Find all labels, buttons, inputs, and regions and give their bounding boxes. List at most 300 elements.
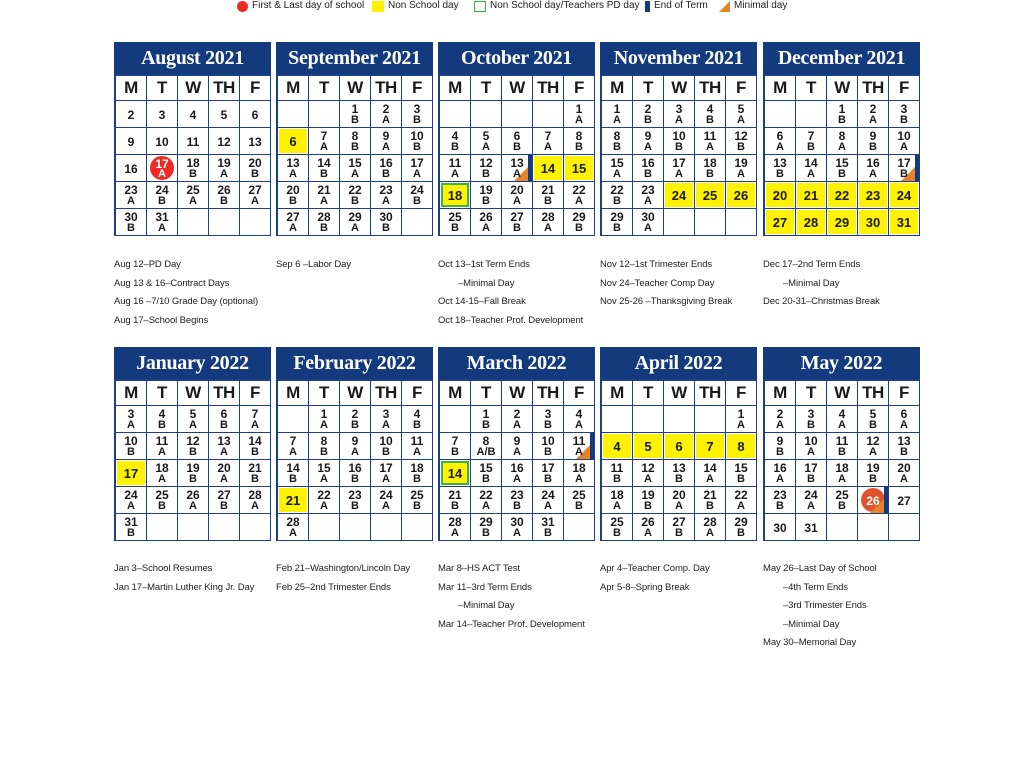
day-cell [695, 514, 726, 541]
day-rotation-letter: A [220, 473, 228, 485]
note-line: Feb 21–Washington/Lincoln Day [276, 563, 411, 574]
day-cell [502, 487, 533, 514]
day-cell [726, 155, 757, 182]
day-rotation-letter: B [869, 141, 877, 153]
day-rotation-letter: B [544, 446, 552, 458]
note-line: Jan 17–Martin Luther King Jr. Day [114, 581, 255, 593]
month-title: February 2022 [276, 347, 433, 379]
day-number: 19 [641, 488, 655, 502]
weekday-header: F [240, 381, 271, 406]
month-grid [763, 74, 920, 236]
note-line: –Minimal Day [783, 618, 840, 630]
day-number: 15 [317, 461, 331, 475]
day-cell [278, 514, 309, 541]
day-number: 6 [900, 407, 908, 421]
weekday-header: T [796, 381, 827, 406]
day-number: 19 [479, 183, 493, 197]
day-number: 21 [703, 488, 717, 502]
day-number: 13 [510, 156, 524, 170]
day-number: 21 [448, 488, 462, 502]
day-cell [309, 128, 340, 155]
day-cell [240, 101, 271, 128]
month-title: April 2022 [600, 347, 757, 379]
day-rotation-letter: B [544, 195, 552, 207]
day-rotation-letter: B [544, 473, 552, 485]
day-cell [471, 514, 502, 541]
day-cell [633, 514, 664, 541]
day-rotation-letter: A [575, 419, 583, 431]
day-rotation-letter: A [544, 141, 552, 153]
day-rotation-letter: A [513, 419, 521, 431]
day-cell [340, 209, 371, 236]
day-number: 19 [186, 461, 200, 475]
day-cell [602, 433, 633, 460]
day-number: 13 [248, 135, 262, 149]
empty-cell [147, 514, 178, 541]
month-notes [114, 560, 254, 597]
day-rotation-letter: B [613, 527, 621, 539]
day-rotation-letter: A [838, 419, 846, 431]
day-number: 9 [869, 129, 877, 143]
day-number: 23 [348, 488, 362, 502]
day-number: 4 [575, 407, 583, 421]
day-rotation-letter: B [900, 446, 908, 458]
day-cell [533, 487, 564, 514]
day-cell [340, 182, 371, 209]
day-rotation-letter: B [869, 473, 877, 485]
weekday-header: TH [533, 76, 564, 101]
day-rotation-letter: A [158, 222, 166, 234]
day-rotation-letter: B [807, 419, 815, 431]
day-rotation-letter: B [251, 446, 259, 458]
day-cell [278, 433, 309, 460]
day-number: 21 [317, 183, 331, 197]
day-cell [564, 128, 595, 155]
day-cell [116, 460, 147, 487]
day-number: 24 [410, 183, 424, 197]
day-cell [726, 406, 757, 433]
day-rotation-letter: B [613, 141, 621, 153]
day-number: 20 [286, 183, 300, 197]
day-cell [633, 487, 664, 514]
weekday-header: M [278, 381, 309, 406]
day-rotation-letter: A [869, 168, 877, 180]
day-number: 12 [186, 434, 200, 448]
day-number: 20 [772, 188, 788, 203]
day-cell [278, 209, 309, 236]
note-line: Nov 24–Teacher Comp Day [600, 277, 715, 289]
day-rotation-letter: B [838, 168, 846, 180]
day-cell [147, 406, 178, 433]
day-number: 11 [610, 461, 624, 475]
day-cell [765, 460, 796, 487]
weekday-header: M [765, 381, 796, 406]
day-cell [765, 128, 796, 155]
day-cell [633, 433, 664, 460]
month-january-2022 [114, 347, 271, 541]
empty-cell [440, 406, 471, 433]
day-number: 23 [510, 488, 524, 502]
day-number: 18 [186, 156, 200, 170]
day-cell [564, 460, 595, 487]
empty-cell [695, 209, 726, 236]
day-rotation-letter: A [869, 446, 877, 458]
day-number: 5 [644, 439, 652, 454]
day-number: 11 [572, 434, 586, 448]
day-number: 24 [155, 183, 169, 197]
day-cell [502, 406, 533, 433]
weekday-header: TH [371, 76, 402, 101]
day-number: 3 [544, 407, 552, 421]
day-number: 15 [479, 461, 493, 475]
day-number: 24 [379, 488, 393, 502]
day-cell [796, 128, 827, 155]
day-rotation-letter: B [382, 168, 390, 180]
day-cell [827, 101, 858, 128]
day-number: 27 [248, 183, 262, 197]
day-number: 25 [835, 488, 849, 502]
day-cell [564, 487, 595, 514]
weekday-header: T [633, 381, 664, 406]
day-number: 24 [671, 188, 687, 203]
empty-cell [502, 101, 533, 128]
day-cell [178, 182, 209, 209]
weekday-header: M [116, 381, 147, 406]
day-number: 27 [772, 215, 788, 230]
day-cell [533, 406, 564, 433]
day-cell [533, 514, 564, 541]
day-rotation-letter: B [189, 168, 197, 180]
day-number: 25 [610, 515, 624, 529]
day-cell [664, 514, 695, 541]
day-cell [116, 487, 147, 514]
weekday-header: F [402, 381, 433, 406]
day-number: 3 [382, 407, 390, 421]
day-cell [178, 487, 209, 514]
day-cell [209, 433, 240, 460]
month-title: May 2022 [763, 347, 920, 379]
day-rotation-letter: A [127, 195, 135, 207]
day-cell [633, 182, 664, 209]
day-number: 31 [804, 521, 818, 535]
day-number: 31 [896, 215, 912, 230]
day-rotation-letter: A [644, 473, 652, 485]
day-rotation-letter: B [251, 473, 259, 485]
day-cell [602, 487, 633, 514]
day-cell [209, 155, 240, 182]
note-line: Aug 13 & 16–Contract Days [114, 277, 230, 289]
day-cell [858, 101, 889, 128]
day-number: 23 [865, 188, 881, 203]
day-cell [440, 487, 471, 514]
day-cell [240, 433, 271, 460]
day-rotation-letter: B [513, 222, 521, 234]
day-rotation-letter: B [838, 446, 846, 458]
legend-non-school [372, 0, 459, 12]
empty-cell [402, 209, 433, 236]
day-cell [278, 460, 309, 487]
day-cell [440, 433, 471, 460]
day-number: 17 [541, 461, 555, 475]
empty-cell [471, 101, 502, 128]
day-rotation-letter: A [575, 446, 583, 458]
day-number: 22 [834, 188, 850, 203]
day-rotation-letter: A [251, 500, 259, 512]
day-cell [827, 209, 858, 236]
day-cell [602, 460, 633, 487]
day-cell [664, 182, 695, 209]
day-number: 29 [734, 515, 748, 529]
note-line: Mar 11–3rd Term Ends [438, 581, 532, 593]
day-number: 4 [189, 108, 197, 122]
day-number: 10 [410, 129, 424, 143]
day-cell [858, 128, 889, 155]
day-number: 23 [379, 183, 393, 197]
day-rotation-letter: A [220, 446, 228, 458]
day-cell [827, 155, 858, 182]
day-cell [664, 460, 695, 487]
day-number: 29 [610, 210, 624, 224]
empty-cell [240, 514, 271, 541]
day-cell [796, 460, 827, 487]
day-rotation-letter: B [251, 168, 259, 180]
day-number: 18 [703, 156, 717, 170]
day-cell [440, 460, 471, 487]
day-cell [471, 406, 502, 433]
day-number: 31 [124, 515, 138, 529]
day-cell [695, 101, 726, 128]
day-cell [889, 101, 920, 128]
day-rotation-letter: A [776, 419, 784, 431]
day-cell [309, 433, 340, 460]
day-cell [116, 406, 147, 433]
note-line: Mar 14–Teacher Prof. Development [438, 618, 585, 630]
day-cell [116, 209, 147, 236]
day-cell [340, 155, 371, 182]
day-number: 11 [448, 156, 462, 170]
day-rotation-letter: A [382, 500, 390, 512]
green-outline-box-icon [474, 1, 486, 12]
day-number: 27 [897, 494, 911, 508]
note-line: Oct 18–Teacher Prof. Development [438, 314, 584, 326]
day-cell [889, 460, 920, 487]
day-rotation-letter: A [644, 222, 652, 234]
day-cell [278, 155, 309, 182]
empty-cell [726, 209, 757, 236]
month-title: December 2021 [763, 42, 920, 74]
day-cell [695, 182, 726, 209]
month-title: November 2021 [600, 42, 757, 74]
day-number: 15 [610, 156, 624, 170]
day-cell [147, 433, 178, 460]
empty-cell [402, 514, 433, 541]
day-rotation-letter: A [351, 446, 359, 458]
weekday-header: T [309, 381, 340, 406]
day-rotation-letter: A [289, 446, 297, 458]
day-cell [827, 433, 858, 460]
day-cell [633, 101, 664, 128]
month-november-2021 [600, 42, 757, 236]
day-number: 9 [127, 135, 135, 149]
empty-cell [240, 209, 271, 236]
red-circle-icon [237, 1, 248, 12]
day-number: 11 [186, 135, 200, 149]
day-cell [602, 514, 633, 541]
weekday-header: M [765, 76, 796, 101]
day-cell [564, 101, 595, 128]
day-rotation-letter: B [413, 500, 421, 512]
day-number: 15 [734, 461, 748, 475]
day-number: 18 [835, 461, 849, 475]
day-cell [602, 155, 633, 182]
day-rotation-letter: B [289, 473, 297, 485]
note-line: Mar 8–HS ACT Test [438, 563, 520, 574]
day-rotation-letter: A [613, 114, 621, 126]
day-cell [209, 101, 240, 128]
month-grid [600, 379, 757, 541]
day-cell [371, 487, 402, 514]
day-number: 18 [410, 461, 424, 475]
day-cell [147, 209, 178, 236]
empty-cell [633, 406, 664, 433]
empty-cell [664, 209, 695, 236]
day-rotation-letter: A [900, 141, 908, 153]
day-number: 1 [737, 407, 745, 421]
day-number: 6 [289, 134, 297, 149]
month-grid [763, 379, 920, 541]
day-cell [371, 155, 402, 182]
day-rotation-letter: A [513, 195, 521, 207]
day-rotation-letter: B [413, 473, 421, 485]
empty-cell [178, 514, 209, 541]
day-rotation-letter: A [451, 168, 459, 180]
day-rotation-letter: A [451, 527, 459, 539]
day-number: 14 [540, 161, 556, 176]
day-rotation-letter: B [737, 473, 745, 485]
month-august-2021 [114, 42, 271, 236]
day-rotation-letter: B [413, 141, 421, 153]
day-cell [796, 433, 827, 460]
day-rotation-letter: B [127, 446, 135, 458]
day-number: 27 [217, 488, 231, 502]
day-rotation-letter: A [737, 114, 745, 126]
weekday-header: W [827, 381, 858, 406]
day-number: 4 [613, 439, 621, 454]
day-cell [209, 128, 240, 155]
day-rotation-letter: A [320, 195, 328, 207]
day-rotation-letter: A [320, 473, 328, 485]
month-october-2021 [438, 42, 595, 236]
day-rotation-letter: A [382, 419, 390, 431]
month-grid [276, 379, 433, 541]
day-rotation-letter: A [575, 114, 583, 126]
weekday-header: F [726, 76, 757, 101]
day-number: 25 [448, 210, 462, 224]
day-rotation-letter: B [776, 446, 784, 458]
day-number: 5 [220, 108, 228, 122]
day-number: 12 [734, 129, 748, 143]
day-number: 17 [379, 461, 393, 475]
day-number: 10 [379, 434, 393, 448]
legend-pd-day [474, 0, 640, 12]
day-cell [116, 433, 147, 460]
day-number: 12 [479, 156, 493, 170]
day-rotation-letter: B [351, 141, 359, 153]
day-rotation-letter: A [900, 473, 908, 485]
empty-cell [858, 514, 889, 541]
day-rotation-letter: B [644, 500, 652, 512]
day-rotation-letter: B [675, 473, 683, 485]
day-cell [340, 101, 371, 128]
day-cell [209, 487, 240, 514]
day-number: 27 [510, 210, 524, 224]
day-cell [602, 128, 633, 155]
note-line: –Minimal Day [458, 600, 515, 612]
day-cell [827, 128, 858, 155]
day-rotation-letter: A [382, 141, 390, 153]
day-rotation-letter: A [513, 168, 521, 180]
empty-cell [309, 514, 340, 541]
day-number: 8 [613, 129, 621, 143]
day-cell [664, 433, 695, 460]
day-number: 27 [672, 515, 686, 529]
day-number: 28 [317, 210, 331, 224]
month-grid [600, 74, 757, 236]
day-rotation-letter: B [869, 419, 877, 431]
day-rotation-letter: B [451, 141, 459, 153]
day-rotation-letter: B [413, 419, 421, 431]
day-number: 21 [803, 188, 819, 203]
day-cell [209, 460, 240, 487]
day-rotation-letter: A [575, 473, 583, 485]
day-rotation-letter: B [320, 222, 328, 234]
day-number: 2 [644, 102, 652, 116]
day-rotation-letter: A [544, 500, 552, 512]
day-number: 10 [541, 434, 555, 448]
day-rotation-letter: B [575, 141, 583, 153]
note-line: –4th Term Ends [783, 581, 848, 593]
empty-cell [440, 101, 471, 128]
weekday-header: F [564, 381, 595, 406]
day-rotation-letter: B [613, 473, 621, 485]
day-rotation-letter: A [251, 419, 259, 431]
day-rotation-letter: A [513, 473, 521, 485]
day-number: 28 [541, 210, 555, 224]
month-may-2022 [763, 347, 920, 541]
day-number: 30 [641, 210, 655, 224]
day-cell [726, 460, 757, 487]
day-rotation-letter: B [776, 168, 784, 180]
blue-bar-icon [645, 1, 650, 12]
note-line: Dec 20-31–Christmas Break [763, 296, 880, 308]
day-cell [564, 182, 595, 209]
day-number: 29 [479, 515, 493, 529]
month-notes [600, 560, 710, 597]
day-cell [633, 460, 664, 487]
day-cell [695, 155, 726, 182]
day-rotation-letter: A [189, 419, 197, 431]
weekday-header: T [633, 76, 664, 101]
day-number: 7 [544, 129, 552, 143]
day-rotation-letter: A [382, 473, 390, 485]
day-cell [502, 433, 533, 460]
day-rotation-letter: B [351, 500, 359, 512]
day-rotation-letter: B [706, 168, 714, 180]
day-number: 10 [124, 434, 138, 448]
day-number: 25 [155, 488, 169, 502]
note-line: –3rd Trimester Ends [783, 600, 867, 612]
day-rotation-letter: A [482, 222, 490, 234]
